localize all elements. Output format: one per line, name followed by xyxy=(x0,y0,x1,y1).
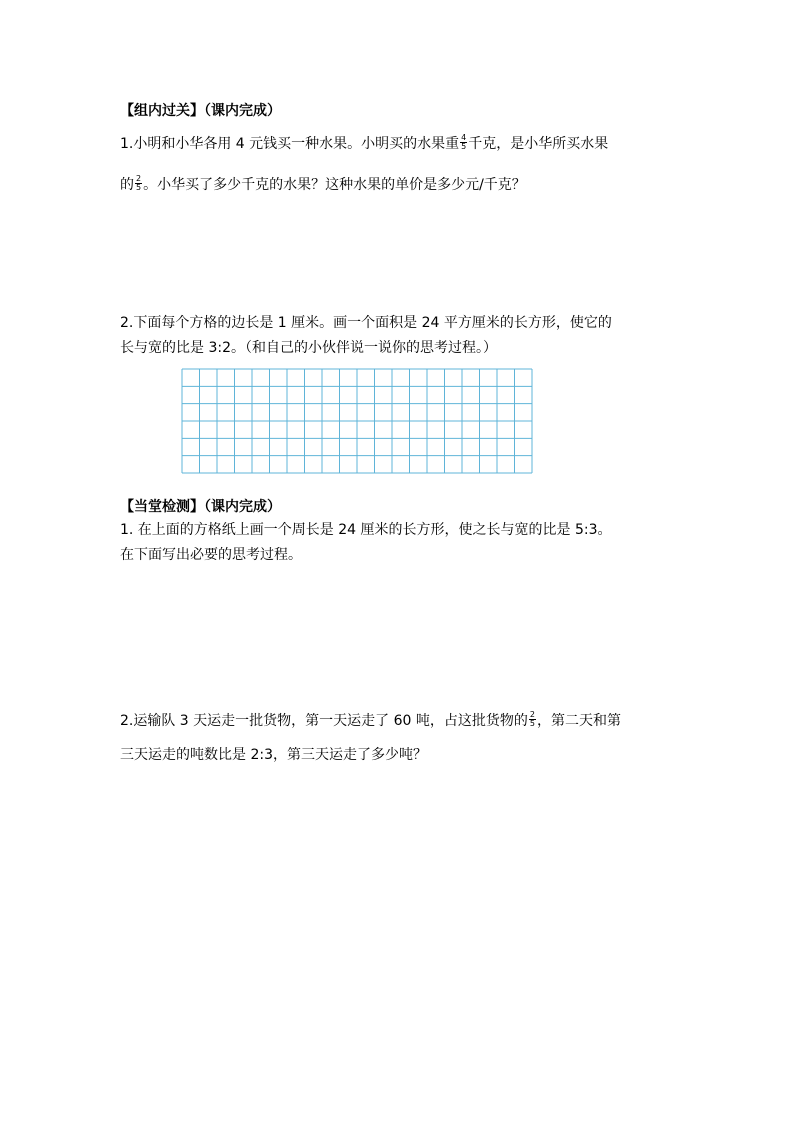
fraction-numerator: 2 xyxy=(529,709,535,719)
section-title: 【组内过关】 xyxy=(120,103,204,119)
test-question-1-line-2: 在下面写出必要的思考过程。 xyxy=(120,547,302,563)
question-1-line-1 xyxy=(120,134,608,154)
test-question-2-line-2: 三天运走的吨数比是 2:3，第三天运走了多少吨？ xyxy=(120,747,427,763)
question-text: 1.小明和小华各用 4 元钱买一种水果。小明买的水果重 xyxy=(120,136,460,152)
fraction-denominator: 5 xyxy=(529,718,535,728)
question-text: 2.运输队 3 天运走一批货物，第一天运走了 60 吨，占这批货物的 xyxy=(120,713,528,729)
section-heading-class-test xyxy=(120,496,281,516)
fraction-numerator: 4 xyxy=(461,132,467,142)
section-title: 【当堂检测】 xyxy=(120,499,204,515)
square-grid-paper[interactable] xyxy=(181,368,533,474)
fraction-numerator: 2 xyxy=(136,173,142,183)
question-text: 的 xyxy=(120,177,134,193)
fraction-denominator: 5 xyxy=(461,141,467,151)
section-note: （课内完成） xyxy=(204,103,281,119)
fraction-two-fifths xyxy=(529,711,536,728)
fraction-denominator: 5 xyxy=(136,182,142,192)
question-text: 千克，是小华所买水果 xyxy=(468,136,609,152)
question-1-line-2 xyxy=(120,175,526,195)
question-text: ，第二天和第 xyxy=(536,713,621,729)
test-question-1-line-1: 1. 在上面的方格纸上画一个周长是 24 厘米的长方形，使之长与宽的比是 5:3。 xyxy=(120,522,612,538)
fraction-four-fifths xyxy=(460,134,467,151)
fraction-two-fifths xyxy=(135,175,142,192)
question-2-line-2: 长与宽的比是 3:2。（和自己的小伙伴说一说你的思考过程。） xyxy=(120,340,497,356)
test-question-2-line-1 xyxy=(120,711,621,731)
section-heading-group-check xyxy=(120,100,281,120)
section-note: （课内完成） xyxy=(204,499,281,515)
question-2-line-1: 2.下面每个方格的边长是 1 厘米。画一个面积是 24 平方厘米的长方形，使它的 xyxy=(120,315,612,331)
question-text: 。小华买了多少千克的水果？这种水果的单价是多少元/千克？ xyxy=(143,177,526,193)
